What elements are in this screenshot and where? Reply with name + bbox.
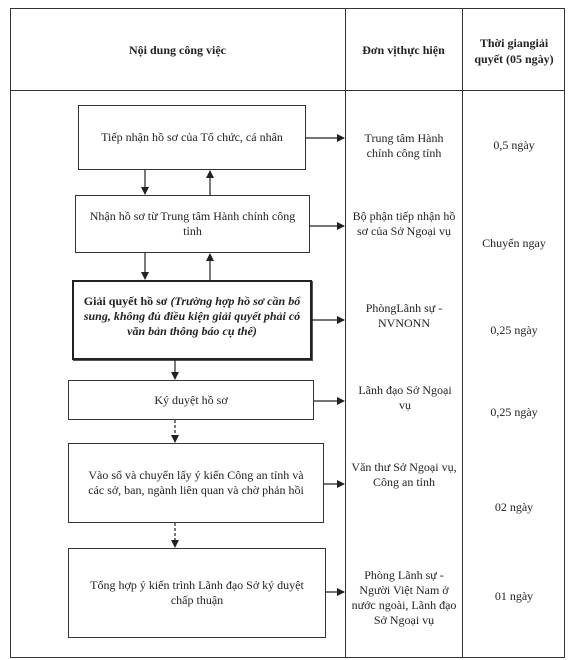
unit-3: PhòngLãnh sự - NVNONN [365, 301, 443, 330]
time-2: Chuyển ngay [482, 236, 546, 250]
flow-step-transfer: Nhận hồ sơ từ Trung tâm Hành chính công tỉnh [75, 195, 310, 253]
unit-4: Lãnh đạo Sở Ngoại vụ [358, 383, 452, 412]
header-unit: Đơn vịthực hiện [362, 43, 445, 57]
time-6: 01 ngày [494, 589, 534, 603]
process-title: Giải quyết hồ sơ [83, 294, 168, 308]
time-3: 0,25 ngày [490, 323, 538, 337]
flow-step-summary: Tổng hợp ý kiến trình Lãnh đạo Sở ký duyệt chấp thuận [68, 548, 326, 638]
flow-step-consult: Vào số và chuyển lấy ý kiến Công an tỉnh và các sở, ban, ngành liên quan và chờ phản hồi [68, 443, 324, 523]
header-time: Thời giangiải quyết (05 ngày) [474, 36, 554, 66]
unit-5: Văn thư Sở Ngoại vụ, Công an tỉnh [351, 460, 457, 489]
time-1: 0,5 ngày [493, 138, 535, 152]
header-task: Nội dung công việc [128, 43, 226, 57]
unit-2: Bộ phận tiếp nhận hồ sơ của Sở Ngoại vụ [352, 209, 456, 238]
unit-1: Trung tâm Hành chính công tỉnh [364, 131, 444, 160]
flow-step-sign: Ký duyệt hồ sơ [68, 380, 314, 420]
time-5: 02 ngày [494, 500, 534, 514]
process-note: (Trường hợp hồ sơ cần bổ sung, không đủ điều kiện giải quyết phải có văn bản thông báo cụ thể) [83, 294, 301, 338]
unit-6: Phòng Lãnh sự - Người Việt Nam ở nước ngoài, Lãnh đạo Sở Ngoại vụ [351, 568, 457, 627]
time-4: 0,25 ngày [490, 405, 538, 419]
flow-step-receive: Tiếp nhận hồ sơ của Tổ chức, cá nhân [78, 105, 306, 170]
